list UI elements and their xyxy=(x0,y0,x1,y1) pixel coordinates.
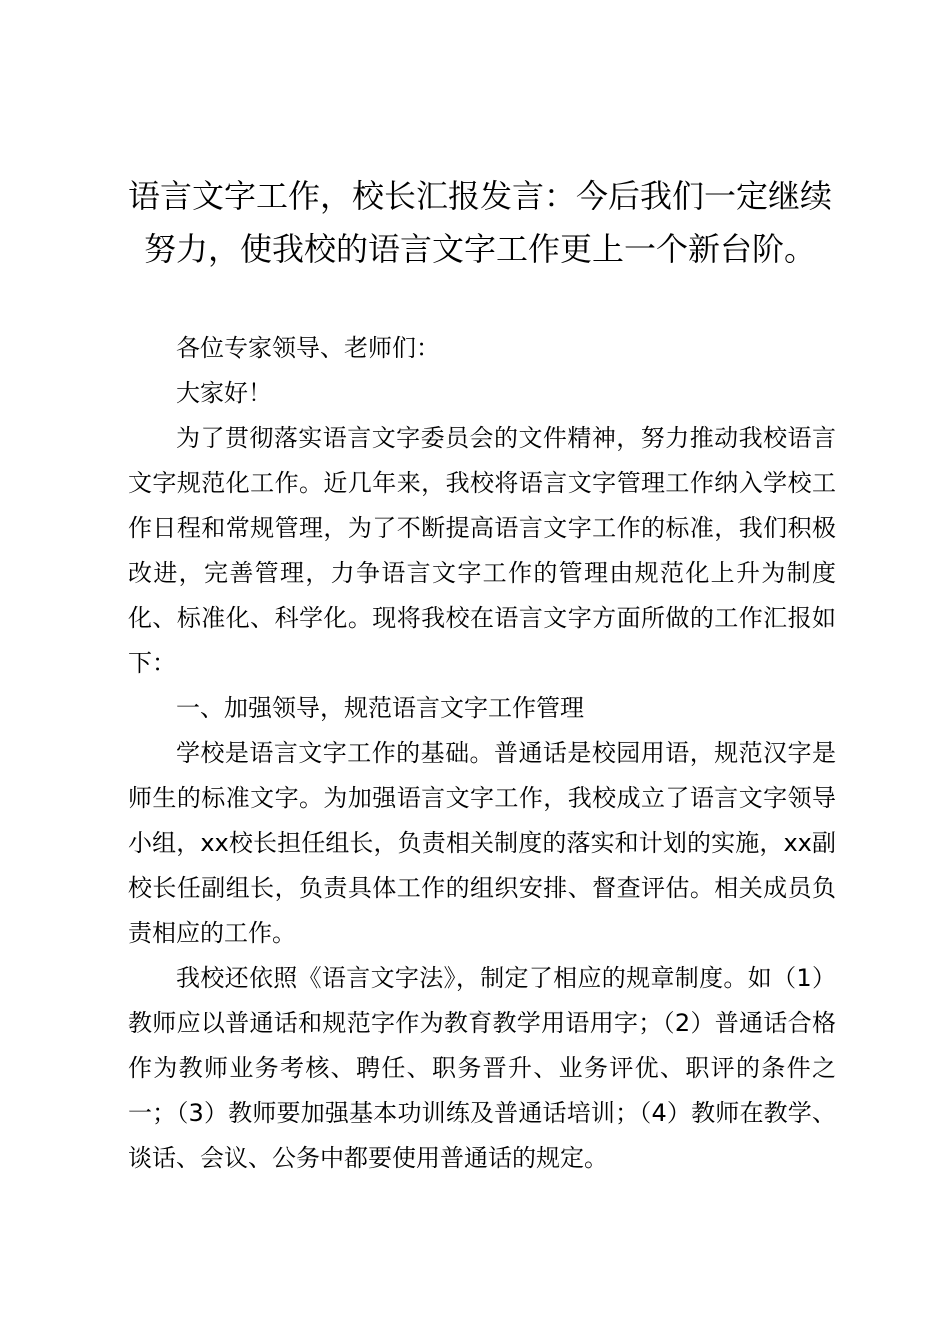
greeting: 大家好！ xyxy=(176,379,272,407)
section-1-paragraph-2: 我校还依照《语言文字法》，制定了相应的规章制度。如（1）教师应以普通话和规范字作为教育教学用语用字；（2）普通话合格作为教师业务考核、聘任、职务晋升、业务评优、职评的条件之一；（3）教师要加强基本功训练及普通话培训；（4）教师在教学、谈话、会议、公务中都要使用普通话的规定。 xyxy=(128,964,836,1172)
section-heading-1: 一、加强领导，规范语言文字工作管理 xyxy=(176,694,584,722)
section-1-paragraph-1: 学校是语言文字工作的基础。普通话是校园用语，规范汉字是师生的标准文字。为加强语言文字工作，我校成立了语言文字领导小组，xx校长担任组长，负责相关制度的落实和计划的实施，xx副校长任副组长，负责具体工作的组织安排、督查评估。相关成员负责相应的工作。 xyxy=(128,739,836,947)
document-title: 语言文字工作，校长汇报发言：今后我们一定继续努力，使我校的语言文字工作更上一个新台阶。 xyxy=(127,177,832,268)
intro-paragraph: 为了贯彻落实语言文字委员会的文件精神，努力推动我校语言文字规范化工作。近几年来，我校将语言文字管理工作纳入学校工作日程和常规管理，为了不断提高语言文字工作的标准，我们积极改进，完善管理，力争语言文字工作的管理由规范化上升为制度化、标准化、科学化。现将我校在语言文字方面所做的工作汇报如下： xyxy=(128,424,836,677)
document-body xyxy=(128,326,836,1181)
salutation: 各位专家领导、老师们： xyxy=(176,334,440,362)
